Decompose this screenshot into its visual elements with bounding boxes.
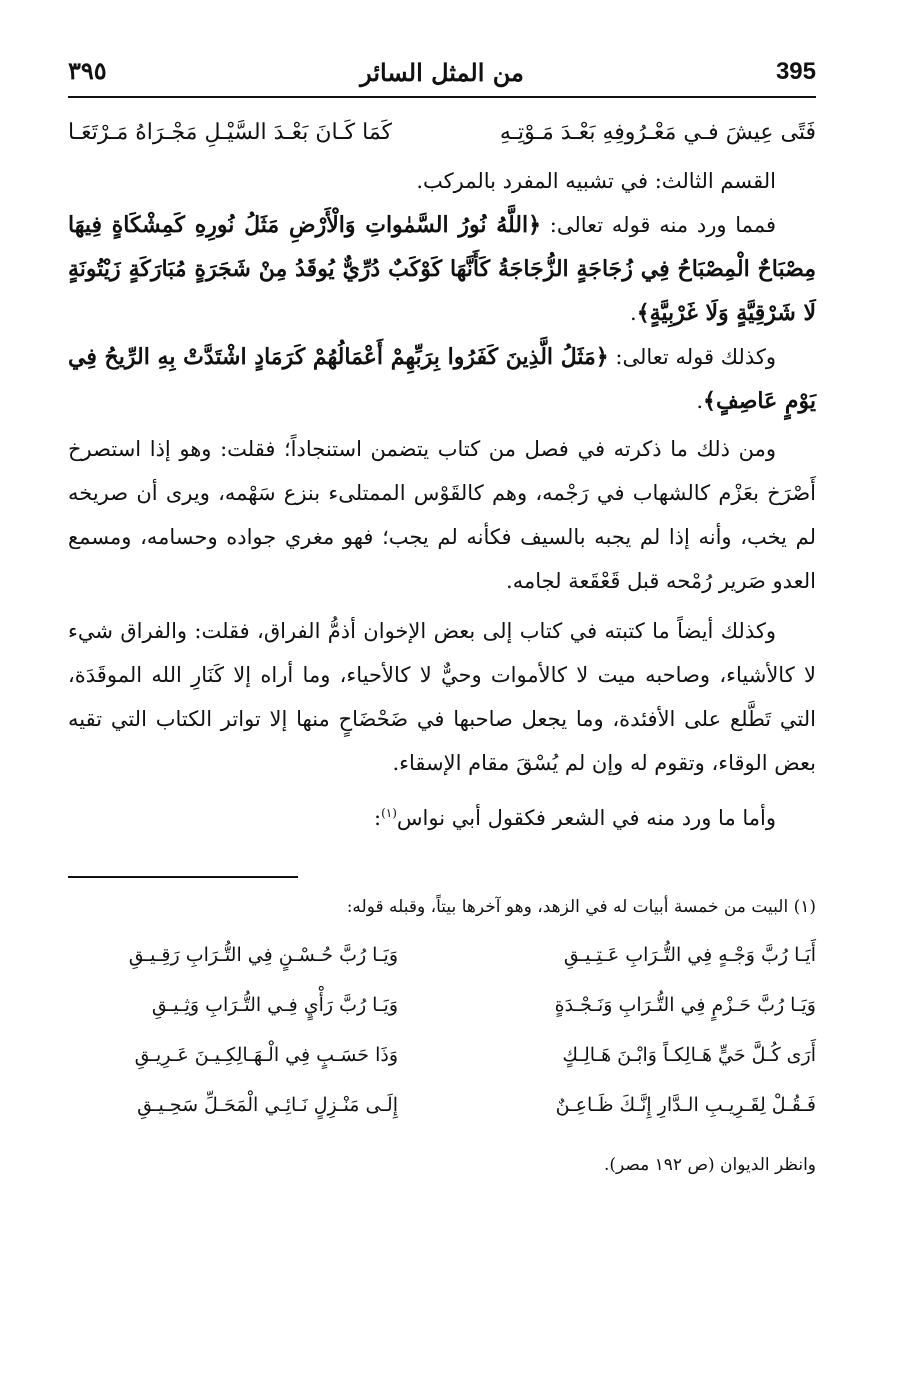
paragraph-intro: فمما ورد منه قوله تعالى: bbox=[541, 213, 776, 237]
section-heading: القسم الثالث: في تشبيه المفرد بالمركب. bbox=[416, 169, 776, 193]
book-page bbox=[68, 52, 816, 1180]
paragraph-text: وأما ما ورد منه في الشعر فكقول أبي نواس bbox=[396, 806, 776, 830]
verse-right-hemistich: فَتًى عِيشَ فـي مَعْـرُوفِهِ بَعْـدَ مَـوْتِـهِ bbox=[499, 120, 816, 145]
page-header bbox=[68, 52, 816, 92]
poem-left-hemistich: وَيَـا رُبَّ رَأْيٍ فِـي التُّـرَابِ وَثِـيـقِ bbox=[151, 994, 398, 1016]
poem-left-hemistich: وَيَـا رُبَّ حُـسْـنٍ فِي التُّـرَابِ رَقِـيـقِ bbox=[128, 944, 398, 966]
poem-line bbox=[68, 980, 816, 1030]
paragraph-intro: وكذلك قوله تعالى: bbox=[608, 345, 776, 369]
verse-line bbox=[68, 120, 816, 145]
poem-line bbox=[68, 1030, 816, 1080]
poem-right-hemistich: وَيَـا رُبَّ حَـزْمٍ فِي التُّـرَابِ وَنَـجْـدَةٍ bbox=[554, 994, 816, 1016]
header-rule bbox=[68, 96, 816, 98]
verse-left-hemistich: كَمَا كَـانَ بَعْـدَ السَّيْـلِ مَجْـرَاهُ مَـرْتَعَـا bbox=[68, 120, 393, 145]
page-number-latin: 395 bbox=[775, 58, 816, 85]
paragraph-firaq: وكذلك أيضاً ما كتبته في كتاب إلى بعض الإخوان أذمُّ الفراق، فقلت: والفراق شيء لا كالأشياء، وصاحبه ميت لا كالأموات وحيٌّ لا كالأحياء، وما أراه إلا كَنَارِ الله الموقَدَة، التي تَطَّلع على الأفئدة، وما يجعل صاحبها في ضَحْضَاحٍ منها إلا تواتر الكتاب التي تقيه بعض الوقاء، وتقوم له وإن لم يُسْقَ مقام الإسقاء. bbox=[68, 619, 816, 775]
poem-left-hemistich: إِلَـى مَنْـزِلٍ نَـائِـي الْمَحَـلِّ سَحِـيـقِ bbox=[137, 1094, 398, 1116]
poem-right-hemistich: فَـقُـلْ لِقَـرِيـبِ الـدَّارِ إِنَّـكَ ظَـاعِـنٌ bbox=[555, 1094, 816, 1116]
page-number-arabic: ٣٩٥ bbox=[68, 56, 107, 85]
footnote-separator bbox=[68, 876, 298, 878]
poem-right-hemistich: أَرَى كُـلَّ حَيٍّ هَـالِكـاً وَابْـنَ هَـالِـكٍ bbox=[562, 1044, 816, 1066]
colon: : bbox=[374, 806, 382, 830]
paragraph-quran-light bbox=[68, 203, 816, 335]
running-title: من المثل السائر bbox=[360, 58, 524, 87]
poem-right-hemistich: أَيَـا رُبَّ وَجْـهٍ فِي التُّـرَابِ عَـتِـيـقِ bbox=[563, 944, 816, 966]
period: . bbox=[696, 389, 704, 413]
poem-line bbox=[68, 1080, 816, 1130]
quran-verse: ﴿مَثَلُ الَّذِينَ كَفَرُوا بِرَبِّهِمْ أَعْمَالُهُمْ كَرَمَادٍ اشْتَدَّتْ بِهِ الرِّيحُ فِي يَوْمٍ عَاصِفٍ﴾ bbox=[68, 344, 816, 414]
footnote-poem bbox=[68, 930, 816, 1130]
period: . bbox=[630, 301, 637, 325]
paragraph-abu-nuwas bbox=[68, 791, 816, 840]
quran-verse: ﴿اللَّهُ نُورُ السَّمٰواتِ وَالْأَرْضِ مَثَلُ نُورِهِ كَمِشْكَاةٍ فِيهَا مِصْبَاحٌ الْمِصْبَاحُ فِي زُجَاجَةٍ الزُّجَاجَةُ كَأَنَّهَا كَوْكَبٌ دُرِّيٌّ يُوقَدُ مِنْ شَجَرَةٍ مُبَارَكَةٍ زَيْتُونَةٍ لَا شَرْقِيَّةٍ وَلَا غَرْبِيَّةٍ﴾ bbox=[68, 212, 816, 326]
footnote-marker[interactable]: (١) bbox=[381, 806, 397, 820]
poem-left-hemistich: وَذَا حَسَـبٍ فِي الْـهَـالِكِـيـنَ عَـرِيـقِ bbox=[134, 1044, 398, 1066]
footnote bbox=[68, 892, 816, 1180]
footnote-text: (١) البيت من خمسة أبيات له في الزهد، وهو آخرها بيتاً، وقبله قوله: bbox=[346, 897, 816, 917]
footnote-reference: وانظر الديوان (ص ١٩٢ مصر). bbox=[603, 1155, 816, 1175]
paragraph-istinjad: ومن ذلك ما ذكرته في فصل من كتاب يتضمن استنجاداً؛ فقلت: وهو إذا استصرخ أَصْرَخ بعَزْم كالشهاب في رَجْمه، وهم كالقَوْس الممتلىء بنزع سَهْمه، ويرى أن صريخه لم يخب، وأنه إذا لم يجبه بالسيف فكأنه لم يجب؛ فهو مغري جواده وحسامه، ومسمع العدو صَرير رُمْحه قبل قَعْقَعة لجامه. bbox=[68, 437, 816, 593]
poem-line bbox=[68, 930, 816, 980]
paragraph-quran-ashes bbox=[68, 335, 816, 423]
